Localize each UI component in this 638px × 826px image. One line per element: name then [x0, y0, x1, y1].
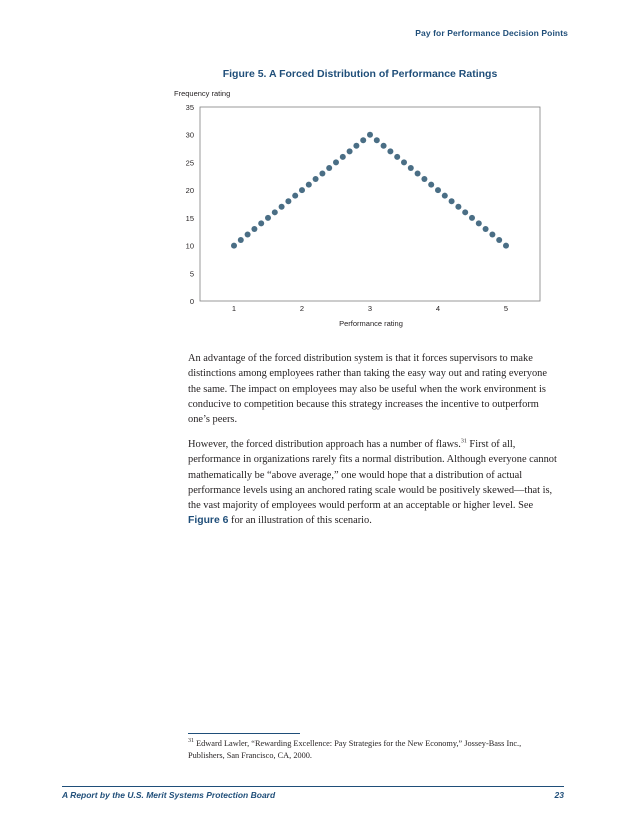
- data-point: [313, 176, 319, 182]
- data-point: [381, 143, 387, 149]
- y-tick-label: 20: [185, 186, 194, 196]
- data-point: [319, 171, 325, 177]
- y-axis-label: Frequency rating: [174, 89, 231, 98]
- data-point: [238, 237, 244, 243]
- y-tick-labels: [186, 103, 194, 306]
- paragraph-text: An advantage of the forced distribution system is that it forces supervisors to make distinctions among employees rather than taking the easy way out and rating everyone the same. The impact on employees may also be useful when the work environment is conducive to competition because this strategy increases the incentive to outperform one’s peers.: [188, 353, 547, 426]
- data-point: [435, 187, 441, 193]
- data-point: [496, 237, 502, 243]
- data-point: [340, 154, 346, 160]
- data-point: [421, 176, 427, 182]
- y-tick-label: 25: [185, 158, 194, 168]
- y-tick-label: 30: [185, 130, 194, 140]
- data-point: [483, 226, 489, 232]
- data-point: [387, 148, 393, 154]
- data-point: [374, 137, 380, 143]
- footnote-number: 31: [188, 738, 194, 745]
- footnote-text: Edward Lawler, “Rewarding Excellence: Pay Strategies for the New Economy,” Jossey-Bass Inc., Publishers, San Francisco, CA, 2000.: [188, 739, 522, 760]
- data-point: [272, 209, 278, 215]
- figure-6-reference[interactable]: Figure 6: [188, 515, 229, 527]
- y-tick-label: 15: [185, 213, 194, 223]
- data-point: [231, 243, 237, 249]
- data-point: [455, 204, 461, 210]
- data-point: [449, 198, 455, 204]
- data-point: [360, 137, 366, 143]
- data-point: [347, 148, 353, 154]
- data-point: [394, 154, 400, 160]
- footer-divider: [62, 786, 564, 787]
- paragraph-flaws: [188, 437, 558, 529]
- y-tick-label: 35: [185, 103, 194, 112]
- paragraph-text-a: However, the forced distribution approach has a number of flaws.: [188, 439, 461, 450]
- data-point: [251, 226, 257, 232]
- data-point: [333, 159, 339, 165]
- x-tick-label: 1: [231, 304, 237, 313]
- data-point: [306, 182, 312, 188]
- data-point: [442, 193, 448, 199]
- data-point: [353, 143, 359, 149]
- footnote-divider: [188, 733, 300, 734]
- x-tick-label: 2: [299, 304, 305, 313]
- paragraph-text-b: First of all, performance in organizations rarely fits a normal distribution. Although everyone cannot mathematically be “above average,” one would hope that a distribution of actual performance levels using an anchored rating scale would be positively skewed—that is, the vast majority of employees would perform at an acceptable or higher level. See: [188, 439, 557, 512]
- y-tick-label: 5: [189, 269, 194, 279]
- data-point: [326, 165, 332, 171]
- data-point: [489, 231, 495, 237]
- x-tick-label: 4: [435, 304, 441, 313]
- x-tick-label: 5: [503, 304, 509, 313]
- data-point: [469, 215, 475, 221]
- forced-distribution-chart: [170, 86, 550, 336]
- y-tick-label: 0: [189, 297, 194, 306]
- running-header: Pay for Performance Decision Points: [415, 28, 568, 38]
- page-number: 23: [554, 790, 564, 800]
- x-tick-label: 3: [367, 304, 373, 313]
- data-point: [265, 215, 271, 221]
- y-tick-label: 10: [185, 241, 194, 251]
- footnote: [188, 738, 558, 761]
- data-point: [299, 187, 305, 193]
- paragraph-text-c: for an illustration of this scenario.: [228, 515, 372, 527]
- data-points: [231, 132, 509, 249]
- data-point: [415, 171, 421, 177]
- figure-title: Figure 5. A Forced Distribution of Performance Ratings: [222, 68, 498, 80]
- footnote-reference: 31: [460, 438, 467, 445]
- data-point: [476, 220, 482, 226]
- paragraph-advantage: [188, 351, 558, 427]
- x-tick-labels: [232, 304, 508, 313]
- data-point: [245, 231, 251, 237]
- data-point: [462, 209, 468, 215]
- data-point: [428, 182, 434, 188]
- data-point: [408, 165, 414, 171]
- data-point: [279, 204, 285, 210]
- x-axis-label: Performance rating: [339, 319, 403, 328]
- data-point: [292, 193, 298, 199]
- data-point: [367, 132, 373, 138]
- data-point: [285, 198, 291, 204]
- data-point: [401, 159, 407, 165]
- footer-report-title: A Report by the U.S. Merit Systems Protection Board: [62, 790, 276, 800]
- data-point: [258, 220, 264, 226]
- data-point: [503, 243, 509, 249]
